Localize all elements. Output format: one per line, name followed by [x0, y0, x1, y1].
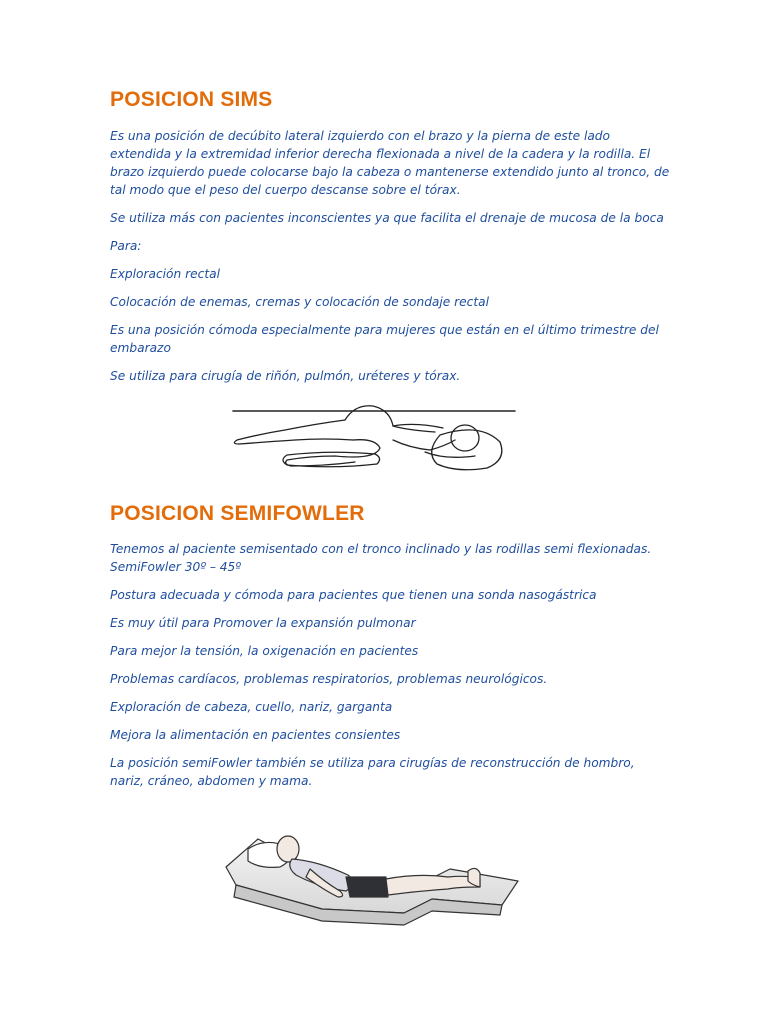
- semifowler-position-illustration: [218, 825, 528, 945]
- semifowler-paragraph-8: La posición semiFowler también se utiliza para cirugías de reconstrucción de hombro, nariz, cráneo, abdomen y mama.: [110, 756, 635, 788]
- sims-paragraph-5: Colocación de enemas, cremas y colocación de sondaje rectal: [110, 295, 490, 309]
- semifowler-paragraph-2: Postura adecuada y cómoda para pacientes que tienen una sonda nasogástrica: [110, 588, 597, 602]
- semifowler-paragraph-3: Es muy útil para Promover la expansión pulmonar: [110, 616, 416, 630]
- sims-paragraph-4: Exploración rectal: [110, 267, 220, 281]
- sims-position-illustration: [225, 400, 520, 480]
- semifowler-paragraph-5: Problemas cardíacos, problemas respiratorios, problemas neurológicos.: [110, 672, 548, 686]
- semifowler-paragraph-4: Para mejor la tensión, la oxigenación en pacientes: [110, 644, 419, 658]
- sims-paragraph-3: Para:: [110, 239, 142, 253]
- sims-heading: POSICION SIMS: [110, 88, 273, 111]
- sims-paragraph-6: Es una posición cómoda especialmente para mujeres que están en el último trimestre del embarazo: [110, 323, 659, 355]
- sims-paragraph-2: Se utiliza más con pacientes inconscientes ya que facilita el drenaje de mucosa de la boca: [110, 211, 664, 225]
- sims-paragraph-7: Se utiliza para cirugía de riñón, pulmón, uréteres y tórax.: [110, 369, 461, 383]
- semifowler-paragraph-7: Mejora la alimentación en pacientes consientes: [110, 728, 401, 742]
- semifowler-paragraph-1: Tenemos al paciente semisentado con el tronco inclinado y las rodillas semi flexionadas. SemiFowler 30º – 45º: [110, 542, 652, 574]
- semifowler-paragraph-6: Exploración de cabeza, cuello, nariz, garganta: [110, 700, 393, 714]
- semifowler-heading: POSICION SEMIFOWLER: [110, 502, 365, 525]
- sims-paragraph-1: Es una posición de decúbito lateral izquierdo con el brazo y la pierna de este lado extendida y la extremidad inferior derecha flexionada a nivel de la cadera y la rodilla. El brazo izquierdo puede colocarse bajo la cabeza o mantenerse extendido junto al tronco, de tal modo que el peso del cuerpo descanse sobre el tórax.: [110, 129, 670, 197]
